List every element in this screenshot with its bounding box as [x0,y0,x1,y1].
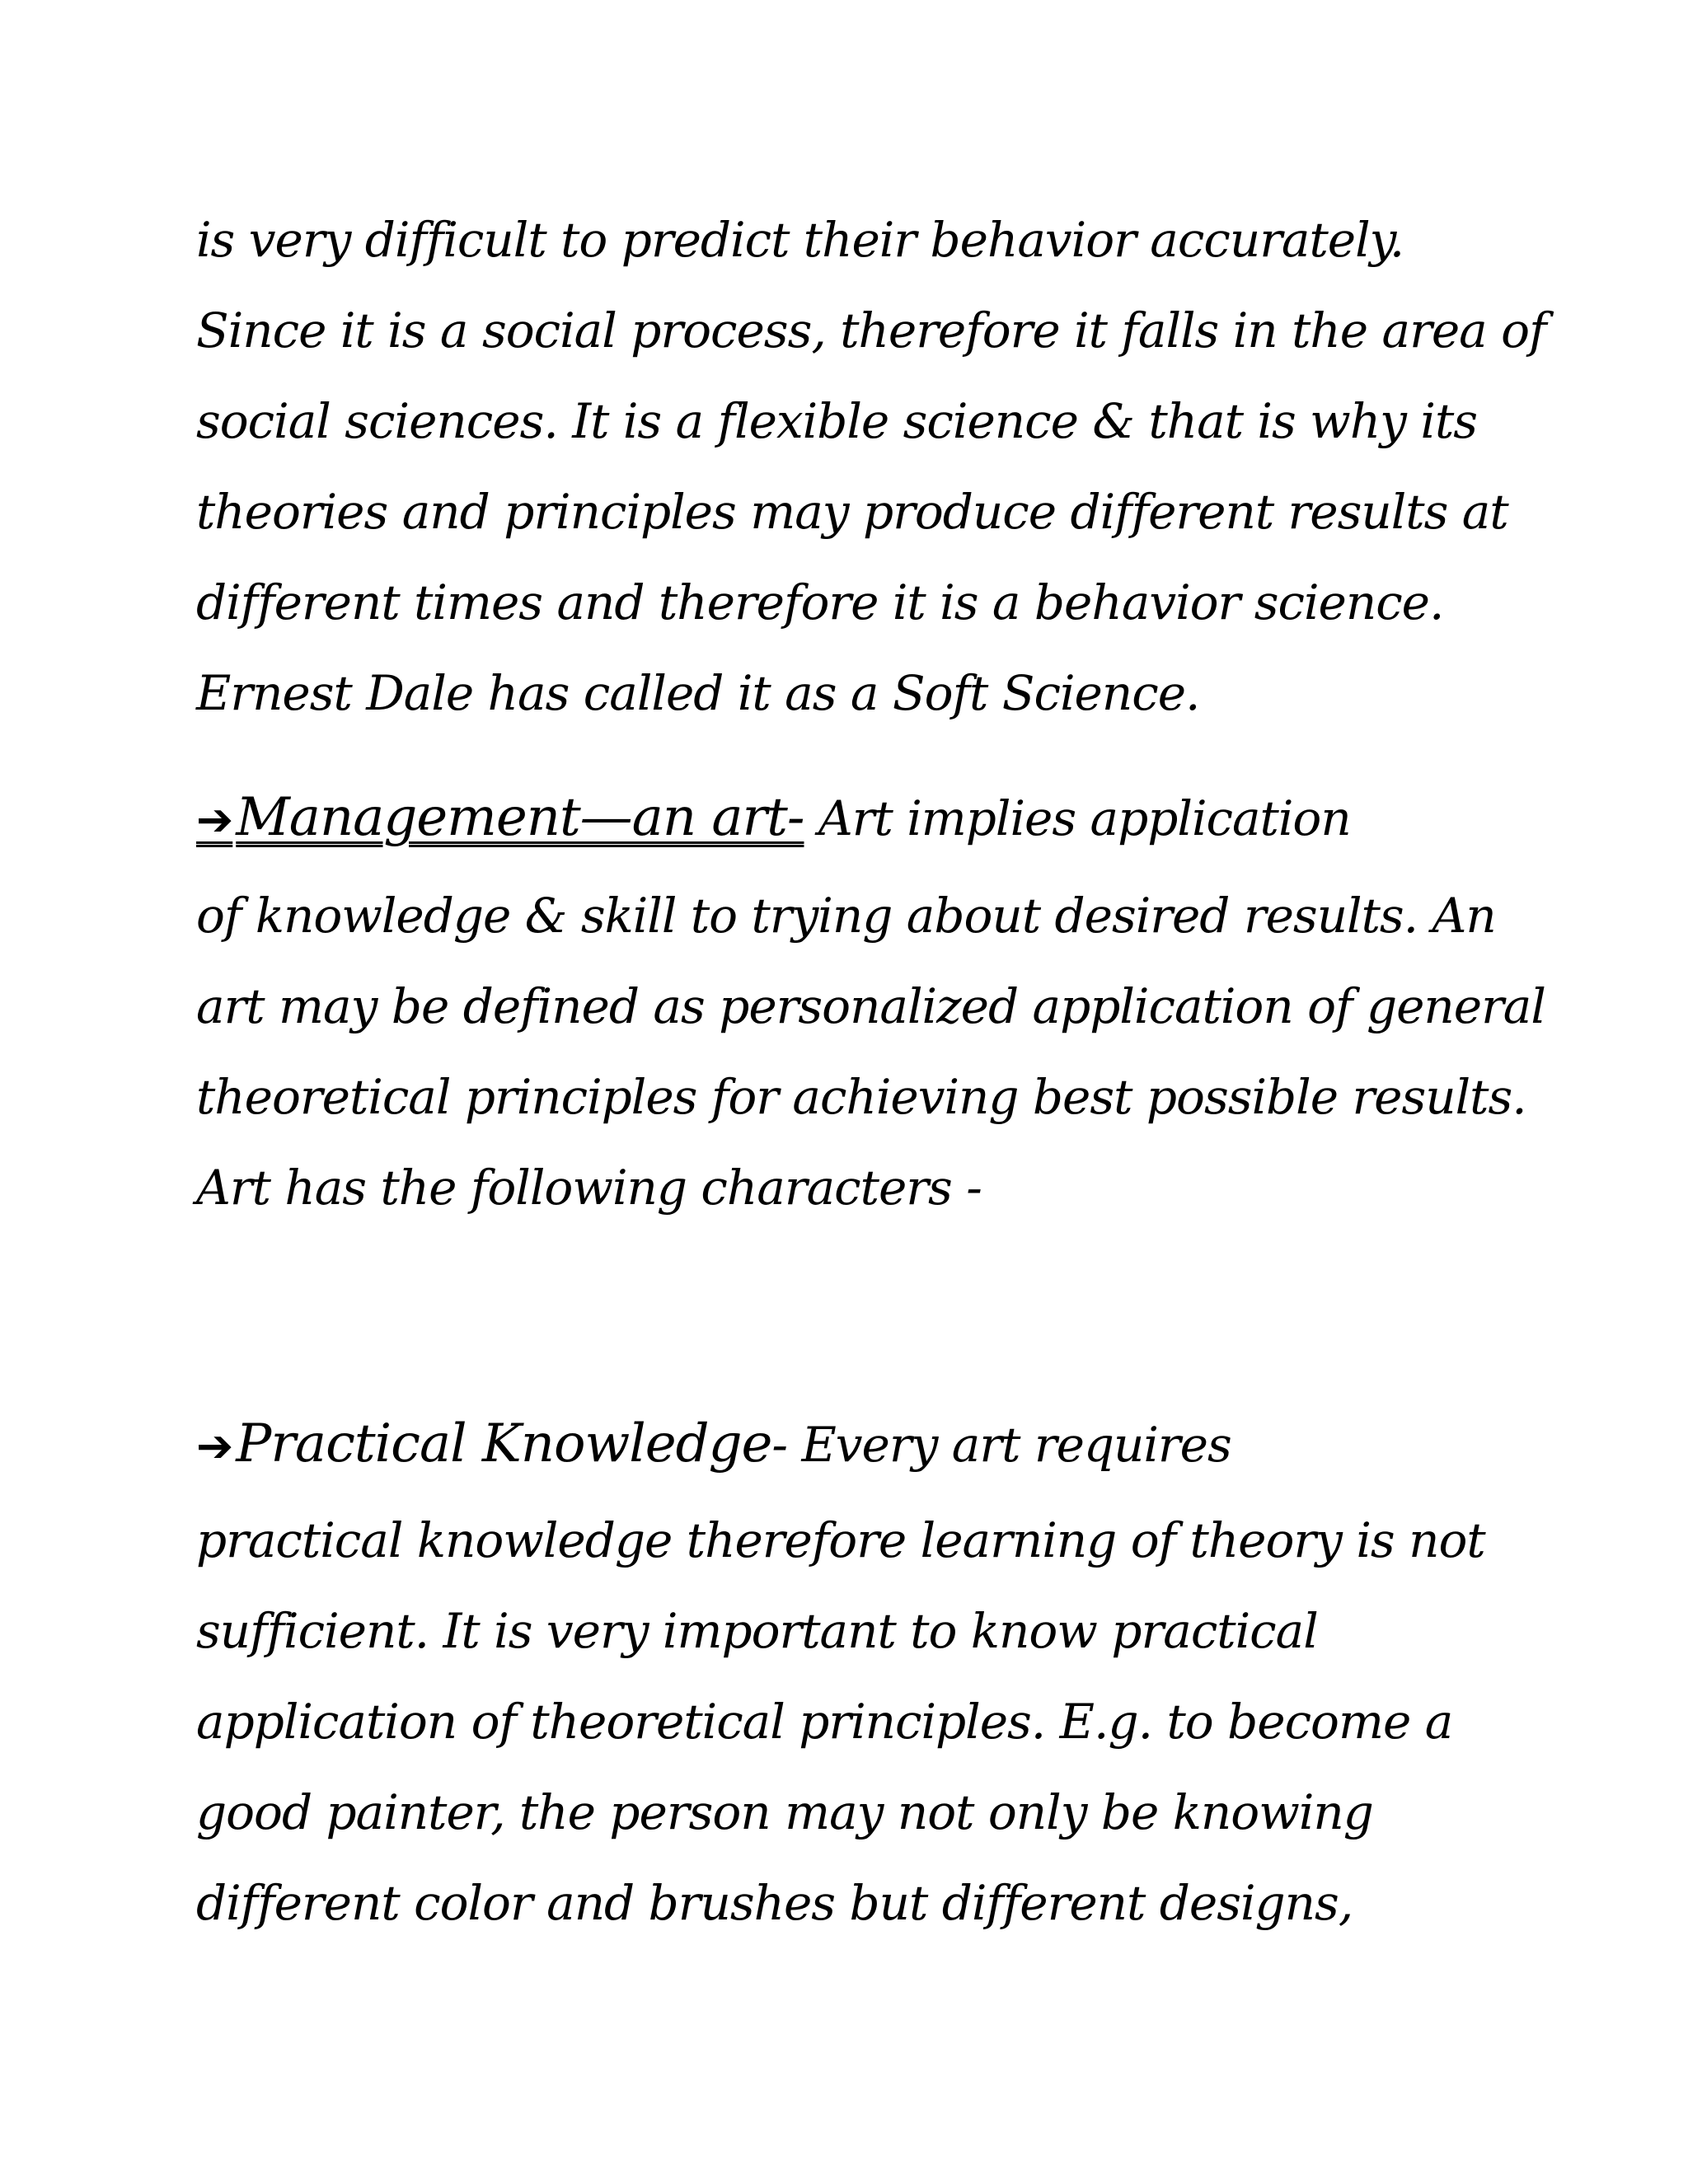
paragraph-1-line: social sciences. It is a flexible science & that is why its [196,393,1478,449]
section-practical-line: different color and brushes but different designs, [196,1875,1353,1931]
section-art-heading: Management—an art- [236,787,804,848]
section-practical-line: good painter, the person may not only be knowing [196,1784,1373,1840]
section-art-line: of knowledge & skill to trying about desired results. An [196,888,1496,944]
paragraph-1-line: different times and therefore it is a behavior science. [196,574,1444,630]
paragraph-1-line: Ernest Dale has called it as a Soft Science. [196,665,1200,721]
paragraph-1-line: is very difficult to predict their behavior accurately. [196,212,1404,268]
section-practical-line: application of theoretical principles. E.g. to become a [196,1694,1453,1750]
section-practical-line: practical knowledge therefore learning of theory is not [196,1512,1485,1568]
section-art-heading-line [196,787,1351,848]
paragraph-1-line: theories and principles may produce different results at [196,484,1508,540]
paragraph-1-line: Since it is a social process, therefore it falls in the area of [196,302,1546,359]
section-practical-line: sufficient. It is very important to know practical [196,1603,1318,1659]
section-art-line: Art has the following characters - [196,1160,982,1216]
section-practical-heading: Practical Knowledge [236,1413,772,1474]
section-art-line: art may be defined as personalized application of general [196,978,1545,1034]
arrow-right-icon: ➔ [196,1420,233,1472]
section-art-heading-rest: Art implies application [804,790,1351,846]
section-art-heading-wrap [196,787,804,848]
section-practical-heading-line [196,1413,1231,1474]
arrow-right-icon: ➔ [196,794,233,846]
section-art-line: theoretical principles for achieving best possible results. [196,1069,1526,1125]
section-practical-heading-rest: - Every art requires [771,1417,1231,1473]
